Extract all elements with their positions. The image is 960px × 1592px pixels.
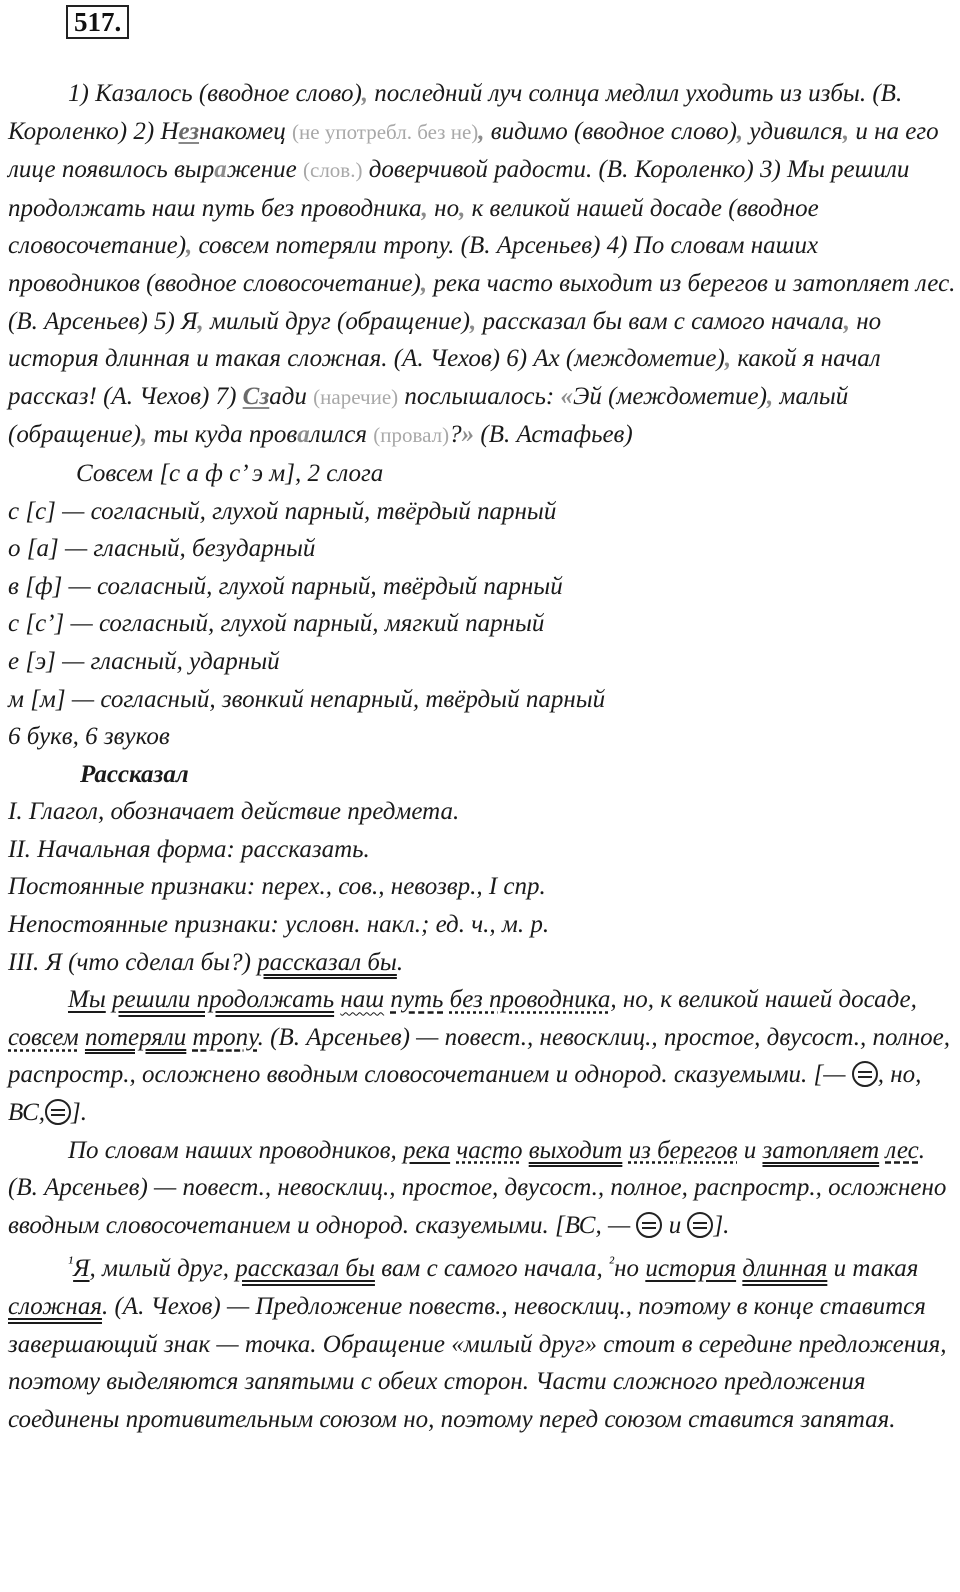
phonetic-summary: 6 букв, 6 звуков — [8, 723, 170, 751]
exercise-number: 517. — [66, 5, 129, 39]
syntax-analysis-3 — [8, 1244, 956, 1438]
text: совсем потеряли тропу. (В. Арсеньев) 4) По словам наших проводников (вводное словосочетание) — [8, 232, 819, 297]
predicate: решили продолжать — [112, 986, 335, 1014]
phonetic-line: е [э] — гласный, ударный — [8, 647, 280, 675]
comma-mark: , — [478, 117, 485, 145]
quote-mark: » — [461, 421, 475, 449]
morph-line: II. Начальная форма: рассказать. — [8, 835, 370, 863]
text: По словам наших проводников, — [68, 1136, 403, 1164]
predicate: сложная — [8, 1293, 102, 1320]
adverbial: без проводника — [449, 986, 611, 1014]
phonetic-line: м [м] — согласный, звонкий непарный, твёрдый парный — [8, 685, 606, 713]
comma-mark: , — [736, 117, 744, 145]
text: ]. — [71, 1099, 88, 1127]
text: . — [396, 948, 404, 976]
text: накомец — [199, 117, 293, 145]
text: милый друг (обращение) — [203, 307, 470, 335]
clause-number: ¹ — [68, 1253, 74, 1273]
predicate: рассказал бы — [235, 1255, 375, 1283]
spelling-note: (слов.) — [303, 158, 363, 183]
text: малый (обращение) — [8, 382, 849, 449]
text: удивился — [743, 117, 843, 145]
object: лес — [885, 1136, 919, 1164]
morph-line — [8, 944, 956, 982]
spelling-highlight: а — [297, 421, 310, 449]
phonetic-line: о [а] — гласный, безударный — [8, 535, 316, 563]
adverbial: часто — [456, 1136, 523, 1164]
text: река часто выходит из берегов и затопляет лес. (В. Арсеньев) 5) Я — [8, 269, 956, 335]
text: Эй (междометие) — [572, 382, 767, 410]
comma-mark: , — [766, 382, 774, 410]
predicate-circle-icon — [687, 1212, 713, 1238]
paragraph-sentences — [8, 75, 956, 455]
text: . (А. Чехов) — Предложение повеств., невосклиц., поэтому в конце ставится завершающий знак — точка. Обращение «милый друг» стоит в середине предложения, поэтому выделяются запятыми с обеих сторон. Части сложного предложения соединены противительным союзом но, поэтому перед союзом ставится запятая. — [8, 1293, 947, 1433]
spelling-note: (не употребл. без не) — [292, 119, 479, 144]
phonetic-title: Совсем [с а ф с’ э м], 2 слога — [76, 459, 384, 487]
subject: река — [402, 1136, 451, 1164]
predicate-circle-icon — [45, 1099, 71, 1125]
morph-title — [8, 756, 956, 794]
text: , но, ВС, — [8, 1061, 922, 1127]
text: доверчивой радости. (В. Короленко) 3) Мы решили продолжать наш путь без проводника — [8, 156, 910, 222]
predicate-circle-icon — [852, 1061, 878, 1087]
adverbial: из берегов — [628, 1136, 738, 1164]
text: но — [427, 194, 460, 222]
text: послышалось: — [398, 382, 561, 410]
attribute: наш — [340, 986, 385, 1014]
comma-mark: , — [197, 307, 204, 335]
text: ади — [269, 382, 314, 410]
text: последний луч солнца медлил уходить из избы. (В. Короленко) 2) Н — [8, 80, 903, 145]
spelling-highlight: Сз — [242, 382, 270, 410]
comma-mark: , — [420, 269, 428, 297]
syntax-analysis-1 — [8, 981, 956, 1131]
predicate-circle-icon — [636, 1212, 662, 1238]
text: ? — [449, 421, 462, 449]
comma-mark: , — [421, 194, 428, 222]
phonetic-line: с [с’] — согласный, глухой парный, мягкий парный — [8, 610, 545, 638]
text: и такая — [827, 1255, 919, 1283]
comma-mark: , — [186, 232, 193, 260]
predicate: затопляет — [762, 1136, 880, 1164]
subject: история — [645, 1255, 737, 1283]
subject: Мы — [68, 986, 106, 1014]
syntax-analysis-2 — [8, 1132, 956, 1245]
predicate: рассказал бы — [257, 948, 397, 976]
predicate: длинная — [742, 1255, 828, 1283]
predicate: потеряли — [84, 1023, 187, 1051]
spelling-highlight: ез — [178, 117, 200, 145]
text: жение — [226, 156, 304, 184]
text: . (В. Арсеньев) — повест., невосклиц., простое, двусост., полное, распростр., осложнено вводным словосочетанием и однород. сказуемыми. [— — [8, 1023, 950, 1089]
phonetic-line: с [с] — согласный, глухой парный, твёрдый парный — [8, 497, 557, 525]
comma-mark: , — [842, 117, 850, 145]
adverbial: совсем — [8, 1023, 79, 1051]
text: ты куда пров — [147, 421, 298, 449]
comma-mark: , — [459, 194, 466, 222]
comma-mark: , — [843, 307, 851, 335]
comma-mark: , — [469, 307, 477, 335]
object: путь — [390, 986, 444, 1014]
text: ]. — [713, 1211, 730, 1239]
morph-line: Непостоянные признаки: условн. накл.; ед. ч., м. р. — [8, 911, 550, 939]
text: но — [614, 1255, 646, 1283]
text: 1) Казалось (вводное слово) — [68, 80, 362, 107]
text: рассказал бы вам с самого начала — [476, 307, 844, 335]
text: но история длинная и такая сложная. (А. Чехов) 6) Ах (междометие) — [8, 307, 882, 373]
text: и — [737, 1136, 763, 1164]
quote-mark: « — [560, 382, 573, 410]
phonetic-line: в [ф] — согласный, глухой парный, твёрдый парный — [8, 572, 563, 600]
morph-line: Постоянные признаки: перех., сов., невозвр., I спр. — [8, 873, 546, 901]
morph-word: Рассказал — [80, 760, 189, 788]
comma-mark: , — [724, 345, 732, 373]
spelling-note: (наречие) — [313, 384, 399, 409]
text: III. Я (что сделал бы?) — [8, 948, 258, 976]
morph-line: I. Глагол, обозначает действие предмета. — [8, 798, 460, 826]
text: (В. Астафьев) — [474, 421, 633, 449]
text: , но, к великой нашей досаде, — [610, 986, 917, 1014]
text: вам с самого начала, — [374, 1255, 610, 1283]
predicate: выходит — [528, 1136, 623, 1164]
comma-mark: , — [361, 80, 369, 107]
text: к великой нашей досаде (вводное словосочетание) — [8, 194, 819, 260]
exercise-text — [8, 75, 956, 1438]
spelling-highlight: а — [214, 156, 227, 184]
text: и на его лице появилось выр — [8, 117, 939, 184]
text: . (В. Арсеньев) — повест., невосклиц., простое, двусост., полное, распростр., осложнено вводным словосочетанием и однород. сказуемыми. [ВС, — — [8, 1136, 947, 1239]
text: и — [662, 1211, 688, 1239]
text: видимо (вводное слово) — [484, 117, 737, 145]
text: , милый друг, — [89, 1255, 236, 1283]
comma-mark: , — [140, 421, 148, 449]
clause-number: ² — [609, 1253, 615, 1273]
text: лился — [309, 421, 374, 449]
text: какой я начал рассказ! (А. Чехов) 7) — [8, 345, 881, 410]
subject: Я — [73, 1255, 90, 1283]
spelling-note: (провал) — [373, 423, 450, 448]
object: тропу — [192, 1023, 258, 1051]
